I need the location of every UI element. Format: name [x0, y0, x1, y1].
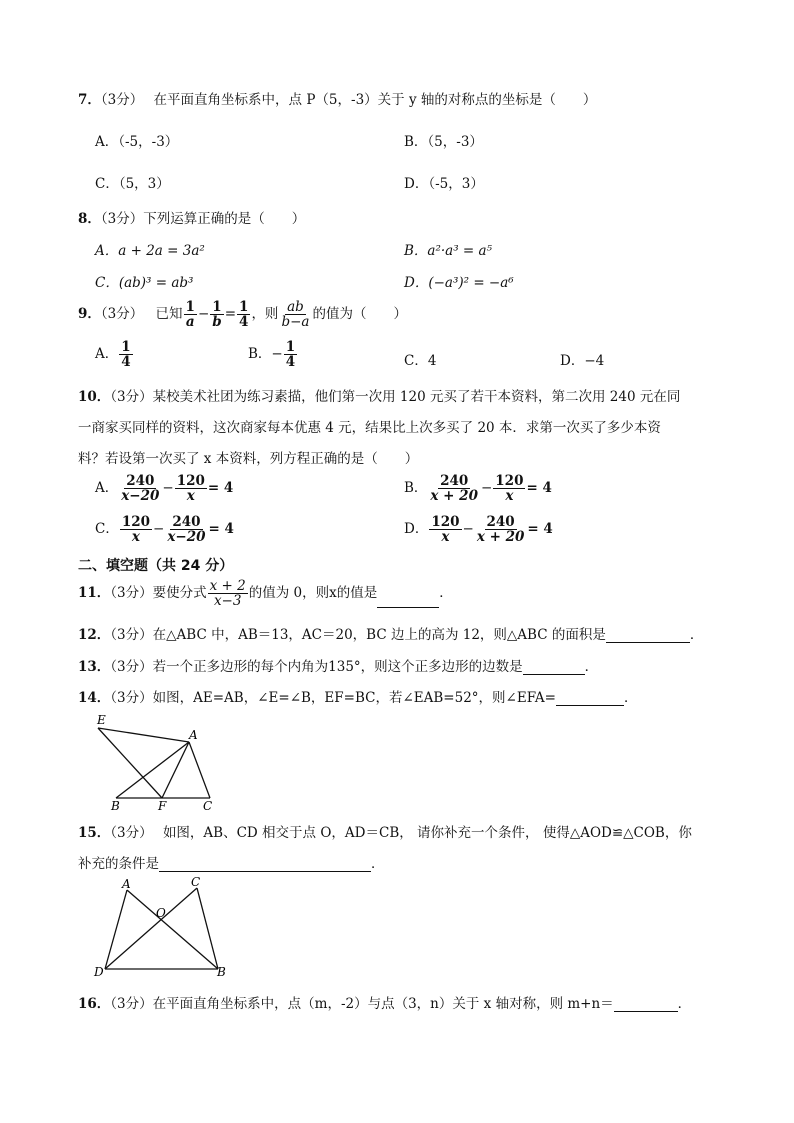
option-d[interactable]: D．−4: [560, 353, 605, 369]
fraction: $\frac{1}{a}$: [185, 299, 195, 331]
question-score: （3分）: [100, 211, 144, 227]
fraction: $\frac{1}{b}$: [212, 299, 222, 331]
question-15-line2: 补充的条件是 ．: [78, 856, 385, 872]
question-16: 16．（3分）在平面直角坐标系中，点（m，-2）与点（3，n）关于 x 轴对称，则 m+n＝ ．: [78, 996, 692, 1012]
label-e: E: [97, 713, 106, 727]
question-number: 11．: [78, 585, 111, 602]
question-number: 13．: [78, 659, 111, 675]
answer-blank[interactable]: [523, 660, 585, 675]
question-stem: 下列运算正确的是（ ）: [143, 211, 306, 227]
question-number: 10．: [78, 389, 111, 405]
answer-blank[interactable]: [159, 857, 371, 872]
question-12: 12．（3分）在△ABC 中，AB＝13，AC＝20，BC 边上的高为 12，则△ABC 的面积是 ．: [78, 627, 704, 643]
option-c[interactable]: C．(ab)³ = ab³: [95, 275, 194, 291]
question-number: 7．: [78, 92, 101, 108]
answer-blank[interactable]: [377, 593, 439, 608]
label-o: O: [156, 906, 166, 920]
question-10: [78, 385, 680, 405]
label-d: D: [94, 965, 104, 979]
question-score: （3分）: [110, 585, 153, 602]
question-14: 14．（3分）如图，AE=AB，∠E=∠B，EF=BC，若∠EAB=52°，则∠EFA= ．: [78, 690, 638, 706]
fraction: $\frac{1}{4}$: [239, 299, 249, 331]
question-score: （3分）: [110, 825, 153, 841]
quadrilateral-figure-15: [90, 874, 235, 982]
option-b[interactable]: B．− $\frac{1}{4}$: [248, 339, 296, 371]
question-8: [78, 207, 305, 227]
question-number: 8．: [78, 211, 101, 227]
label-c: C: [203, 799, 213, 812]
option-c[interactable]: C． $\frac{120}{x}$ − $\frac{240}{x-20}$ = 4: [95, 514, 234, 546]
question-score: （3分）: [110, 627, 153, 643]
label-b: B: [217, 965, 226, 979]
question-11: 11．（3分）要使分式 $\frac{x + 2}{x-3}$ 的值为 0，则x的值是 ．: [78, 578, 453, 610]
triangle-figure-14: [88, 710, 228, 812]
question-score: （3分）: [110, 690, 153, 706]
question-score: （3分）: [100, 92, 144, 108]
label-a: A: [189, 728, 198, 742]
question-9: 9．（3分） 已知 $\frac{1}{a}$ − $\frac{1}{b}$ = $\frac{1}{4}$ ，则 $\frac{ab}{b-a}$ 的值为（ ）: [78, 299, 407, 331]
label-a: A: [122, 877, 131, 891]
label-b: B: [111, 799, 120, 812]
option-d[interactable]: D．（-5，3）: [404, 176, 484, 192]
question-number: 14．: [78, 690, 111, 706]
question-15: 15．（3分） 如图，AB、CD 相交于点 O，AD＝CB， 请你补充一个条件， 使得△AOD≌△COB，你: [78, 825, 692, 841]
option-b[interactable]: B． $\frac{240}{x + 20}$ − $\frac{120}{x}$ = 4: [404, 473, 552, 505]
answer-blank[interactable]: [614, 997, 678, 1012]
option-a[interactable]: A．a + 2a = 3a²: [95, 243, 205, 259]
option-d[interactable]: D． $\frac{120}{x}$ − $\frac{240}{x + 20}$ = 4: [404, 514, 553, 546]
section-title: 二、填空题（共 24 分）: [78, 558, 234, 574]
question-stem-line: 某校美术社团为练习素描，他们第一次用 120 元买了若干本资料，第二次用 240 元在同: [152, 389, 681, 405]
question-number: 12．: [78, 627, 111, 643]
option-b[interactable]: B．（5，-3）: [404, 134, 483, 150]
option-d[interactable]: D．(−a³)² = −a⁶: [404, 275, 514, 291]
question-score: （3分）: [100, 306, 144, 323]
option-a[interactable]: A． $\frac{1}{4}$: [95, 339, 131, 371]
fraction: $\frac{ab}{b-a}$: [281, 299, 310, 331]
question-number: 15．: [78, 825, 111, 841]
option-c[interactable]: C．（5，3）: [95, 176, 170, 192]
question-number: 16．: [78, 996, 111, 1012]
question-score: （3分）: [110, 659, 153, 675]
answer-blank[interactable]: [556, 691, 624, 706]
option-a[interactable]: A．（-5，-3）: [95, 134, 179, 150]
question-stem-line: 一商家买同样的资料，这次商家每本优惠 4 元，结果比上次多买了 20 本．求第一次买了多少本资: [78, 420, 661, 436]
question-score: （3分）: [110, 389, 153, 405]
option-b[interactable]: B．a²·a³ = a⁵: [404, 243, 492, 259]
question-number: 9．: [78, 306, 101, 323]
label-c: C: [191, 875, 201, 889]
question-13: 13．（3分）若一个正多边形的每个内角为135°，则这个正多边形的边数是 ．: [78, 659, 599, 675]
question-stem-prefix: 已知: [155, 306, 183, 323]
question-7: [78, 88, 596, 108]
question-stem: 在平面直角坐标系中，点 P（5，-3）关于 y 轴的对称点的坐标是（ ）: [153, 92, 597, 108]
answer-blank[interactable]: [606, 628, 690, 643]
option-c[interactable]: C．4: [404, 353, 437, 369]
label-f: F: [158, 799, 167, 812]
question-stem-line: 料？若设第一次买了 x 本资料，列方程正确的是（ ）: [78, 451, 419, 467]
question-score: （3分）: [110, 996, 153, 1012]
option-a[interactable]: A． $\frac{240}{x-20}$ − $\frac{120}{x}$ = 4: [95, 473, 234, 505]
